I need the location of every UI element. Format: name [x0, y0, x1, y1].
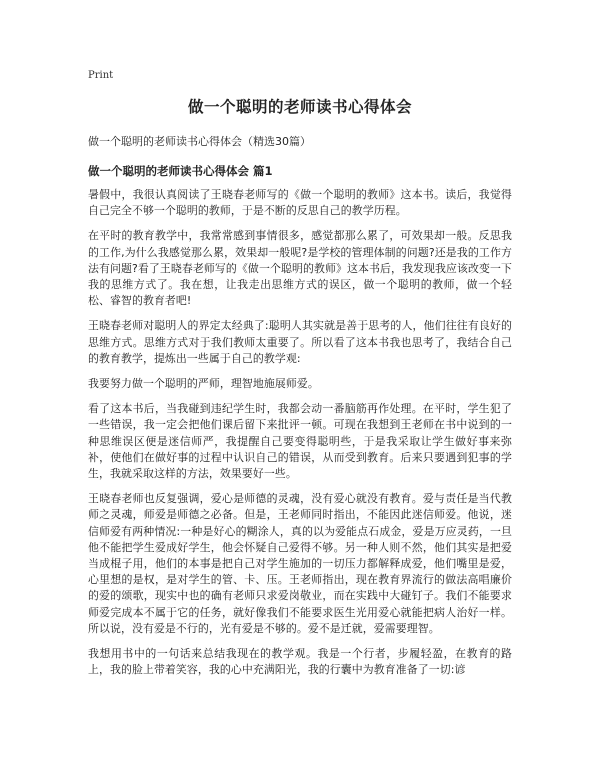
paragraph: 我想用书中的一句话来总结我现在的教学观。我是一个行者，步履轻盈，在教育的路上，我的脸上带着笑容，我的心中充满阳光，我的行囊中为教育准备了一切:谚 — [88, 647, 512, 677]
paragraph: 看了这本书后，当我碰到违纪学生时，我都会动一番脑筋再作处理。在平时，学生犯了一些错误，我一定会把他们课后留下来批评一顿。可现在我想到王老师在书中说到的一种思维误区便是迷信师严，我提醒自己要变得聪明些，于是我采取让学生做好事来弥补，使他们在做好事的过程中认识自己的错误，从而受到教育。后来只要遇到犯事的学生，我就采取这样的方法，效果要好一些。 — [88, 402, 512, 481]
paragraph: 王晓春老师对聪明人的界定太经典了:聪明人其实就是善于思考的人，他们往往有良好的思维方式。思维方式对于我们教师太重要了。所以看了这本书我也思考了，我结合自己的教育教学，提炼出一些属于自己的教学观: — [88, 319, 512, 365]
paragraph: 暑假中，我很认真阅读了王晓春老师写的《做一个聪明的教师》这本书。读后，我觉得自己完全不够一个聪明的教师，于是不断的反思自己的教学历程。 — [88, 188, 512, 218]
page-subtitle: 做一个聪明的老师读书心得体会（精选30篇） — [88, 135, 311, 148]
print-label[interactable]: Print — [88, 70, 114, 81]
paragraph: 王晓春老师也反复强调，爱心是师德的灵魂，没有爱心就没有教育。爱与责任是当代教师之灵魂，师爱是师德之必备。但是，王老师同时指出，不能因此迷信师爱。他说，迷信师爱有两种情况:一种是好心的糊涂人，真的以为爱能点石成金，爱是万应灵药，一旦他不能把学生爱成好学生，他会怀疑自己爱得不够。另一种人则不然，他们其实是把爱当成棍子用，他们的本事是把自己对学生施加的一切压力都解释成爱，他们嘴里是爱，心里想的是权，是对学生的管、卡、压。王老师指出，现在教育界流行的做法高唱廉价的爱的颂歌，现实中也的确有老师只求爱岗敬业，而在实践中大碰钉子。我们不能要求师爱完成本不属于它的任务，就好像我们不能要求医生光用爱心就能把病人治好一样。所以说，没有爱是不行的，光有爱是不够的。爱不是迁就，爱需要理智。 — [88, 492, 512, 635]
page-title: 做一个聪明的老师读书心得体会 — [187, 98, 412, 116]
paragraph: 在平时的教育教学中，我常常感到事情很多，感觉都那么累了，可效果却一般。反思我的工作,为什么我感觉那么累，效果却一般呢?是学校的管理体制的问题?还是我的工作方法有问题?看了王晓春老师写的《做一个聪明的教师》这本书后，我发现我应该改变一下我的思维方式了。我在想，让我走出思维方式的误区，做一个聪明的教师，做一个轻松、睿智的教育者吧! — [88, 229, 512, 308]
paragraph: 我要努力做一个聪明的严师，理智地施展师爱。 — [88, 377, 319, 391]
section-heading: 做一个聪明的老师读书心得体会 篇1 — [88, 164, 273, 178]
